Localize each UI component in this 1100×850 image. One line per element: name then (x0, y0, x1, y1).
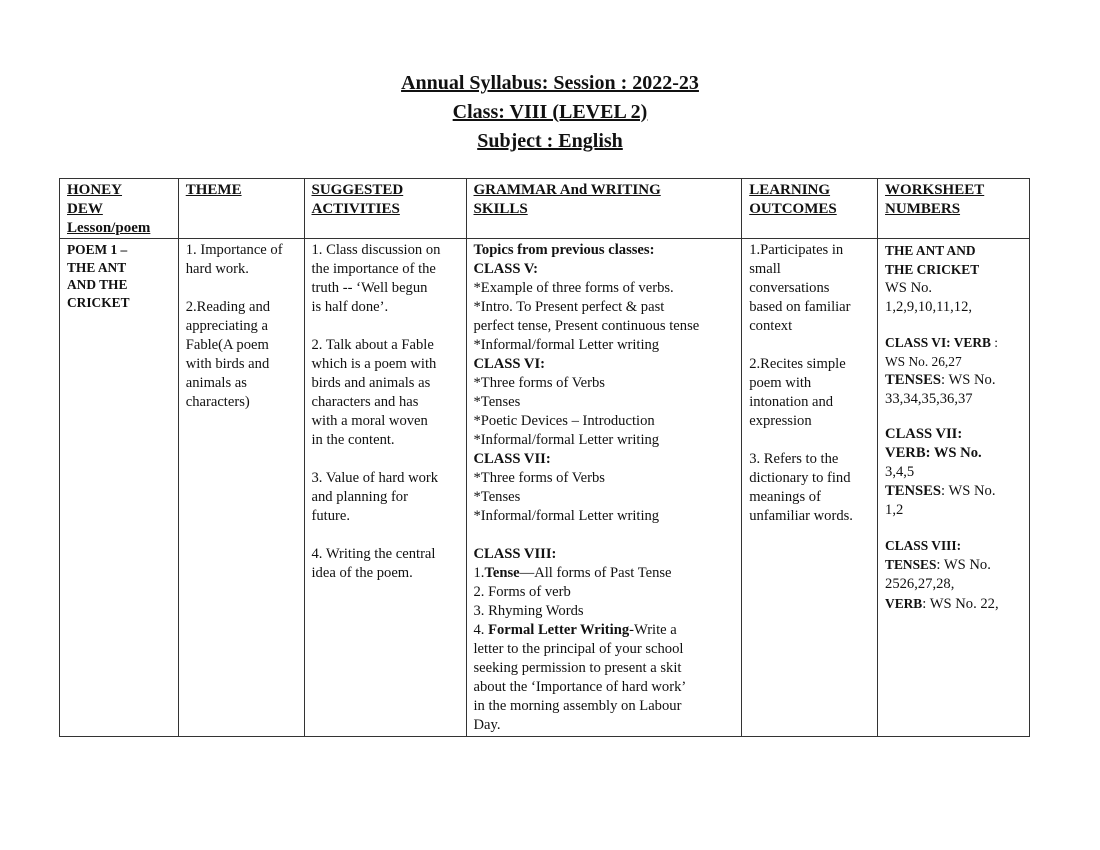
text-line: idea of the poem. (311, 565, 413, 581)
text-line (885, 555, 1023, 575)
text-line (885, 594, 1023, 614)
inline-text: : (990, 335, 999, 350)
subject-heading: Subject : English (477, 130, 623, 152)
inline-text: 4. (473, 622, 489, 638)
page-title: Annual Syllabus: Session : 2022-23 (401, 72, 699, 94)
text-line: 1,2 (885, 502, 904, 518)
cell-worksheets (878, 239, 1030, 737)
text-line: *Tenses (473, 394, 521, 410)
text-line: letter to the principal of your school (473, 641, 684, 657)
text-line (474, 621, 736, 640)
text-line (885, 482, 1023, 501)
text-line: context (749, 318, 793, 334)
text-line: *Poetic Devices – Introduction (473, 413, 655, 429)
class-label: CLASS V: (473, 261, 538, 277)
inline-bold: Tense (484, 565, 520, 581)
text-line: *Example of three forms of verbs. (473, 280, 674, 296)
header-text: NUMBERS (885, 201, 961, 217)
text-line: 4. Writing the central (311, 546, 436, 562)
text-line: animals as (185, 375, 247, 391)
text-line: about the ‘Importance of hard work’ (473, 679, 687, 695)
text-line: 2. Talk about a Fable (311, 337, 434, 353)
text-line: *Tenses (473, 489, 521, 505)
header-text: SUGGESTED (311, 182, 404, 198)
class-label: CLASS VIII: (473, 546, 557, 562)
text-line: dictionary to find (749, 470, 851, 486)
cell-activities (304, 239, 466, 737)
text-line: truth -- ‘Well begun (311, 280, 428, 296)
header-text: WORKSHEET (885, 182, 985, 198)
topics-heading: Topics from previous classes: (473, 242, 655, 258)
text-line: 3,4,5 (885, 464, 915, 480)
text-line: 2.Reading and (185, 299, 271, 315)
text-line: with birds and (185, 356, 270, 372)
table-row (60, 239, 1030, 737)
text-line: conversations (749, 280, 830, 296)
text-line: 3. Rhyming Words (473, 603, 584, 619)
text-line: WS No. 26,27 (885, 354, 962, 369)
text-line: in the content. (311, 432, 395, 448)
header-text: Lesson/poem (67, 220, 151, 236)
text-line: 1. Class discussion on (311, 242, 441, 258)
text-line: the importance of the (311, 261, 436, 277)
text-line: WS No. (885, 280, 933, 296)
inline-text: : WS No. (941, 372, 996, 388)
inline-text: —All forms of Past Tense (519, 565, 672, 581)
cell-outcomes (742, 239, 878, 737)
text-line: 2. Forms of verb (473, 584, 571, 600)
header-outcomes (742, 179, 878, 239)
text-line: unfamiliar words. (749, 508, 853, 524)
text-line: 2526,27,28, (885, 576, 955, 592)
text-line: VERB: WS No. (885, 445, 982, 461)
class-label: CLASS VI: (473, 356, 546, 372)
text-line: THE CRICKET (885, 262, 980, 277)
text-line: 1,2,9,10,11,12, (885, 299, 973, 315)
cell-theme (178, 239, 304, 737)
text-line: characters and has (311, 394, 419, 410)
text-line: expression (749, 413, 812, 429)
text-line: 3. Value of hard work (311, 470, 439, 486)
header-text: LEARNING (749, 182, 831, 198)
header-text: GRAMMAR And WRITING (473, 182, 661, 198)
text-line: poem with (749, 375, 812, 391)
text-line: CLASS VIII: (885, 538, 962, 553)
inline-text: : WS No. 22, (922, 596, 999, 612)
inline-bold: CLASS VI: VERB (885, 335, 991, 350)
text-line: THE ANT (67, 259, 127, 275)
text-line: 2.Recites simple (749, 356, 846, 372)
inline-text: 1. (473, 565, 485, 581)
header-text: DEW (67, 201, 103, 217)
class-heading: Class: VIII (LEVEL 2) (452, 101, 648, 123)
text-line: in the morning assembly on Labour (473, 698, 682, 714)
text-line: perfect tense, Present continuous tense (473, 318, 700, 334)
text-line: birds and animals as (311, 375, 431, 391)
text-line: which is a poem with (311, 356, 437, 372)
text-line: *Three forms of Verbs (473, 470, 605, 486)
inline-bold: TENSES (885, 372, 942, 388)
text-line: 1. Importance of (185, 242, 283, 258)
text-line: 3. Refers to the (749, 451, 839, 467)
text-line: future. (311, 508, 350, 524)
inline-bold: VERB (885, 596, 923, 611)
text-line: is half done’. (311, 299, 389, 315)
cell-poem (60, 239, 179, 737)
text-line: *Informal/formal Letter writing (473, 337, 660, 353)
text-line: *Informal/formal Letter writing (473, 508, 660, 524)
inline-text: -Write a (629, 622, 677, 638)
text-line: THE ANT AND (885, 243, 976, 258)
text-line (474, 564, 736, 583)
text-line: Day. (473, 717, 501, 733)
header-lesson (60, 179, 179, 239)
header-theme (178, 179, 304, 239)
inline-bold: TENSES (885, 483, 942, 499)
header-text: OUTCOMES (749, 201, 837, 217)
header-text: HONEY (67, 182, 123, 198)
text-line: *Informal/formal Letter writing (473, 432, 660, 448)
text-line: hard work. (185, 261, 249, 277)
text-line: POEM 1 – (67, 242, 128, 257)
header-worksheets (878, 179, 1030, 239)
text-line: seeking permission to present a skit (473, 660, 682, 676)
header-grammar (466, 179, 742, 239)
text-line: *Intro. To Present perfect & past (473, 299, 665, 315)
text-line: CRICKET (67, 294, 130, 310)
header-text: SKILLS (473, 201, 528, 217)
text-line: 1.Participates in (749, 242, 844, 258)
header-activities (304, 179, 466, 239)
inline-text: : WS No. (941, 483, 996, 499)
inline-bold: TENSES (885, 557, 937, 572)
text-line: AND THE (67, 277, 128, 292)
text-line: CLASS VII: (885, 426, 963, 442)
cell-grammar (466, 239, 742, 737)
text-line: Fable(A poem (185, 337, 269, 353)
header-text: ACTIVITIES (311, 201, 400, 217)
text-line: with a moral woven (311, 413, 428, 429)
text-line: meanings of (749, 489, 821, 505)
text-line: based on familiar (749, 299, 851, 315)
text-line (885, 371, 1023, 390)
inline-bold: Formal Letter Writing (488, 622, 630, 638)
text-line: small (749, 261, 781, 277)
text-line: appreciating a (185, 318, 268, 334)
text-line: intonation and (749, 394, 834, 410)
class-label: CLASS VII: (473, 451, 551, 467)
text-line: *Three forms of Verbs (473, 375, 605, 391)
table-header-row (60, 179, 1030, 239)
inline-text: : WS No. (936, 557, 991, 573)
text-line: characters) (185, 394, 250, 410)
text-line (885, 333, 1023, 352)
syllabus-table (59, 178, 1030, 737)
text-line: and planning for (311, 489, 408, 505)
header-text: THEME (185, 182, 242, 198)
text-line: 33,34,35,36,37 (885, 391, 973, 407)
